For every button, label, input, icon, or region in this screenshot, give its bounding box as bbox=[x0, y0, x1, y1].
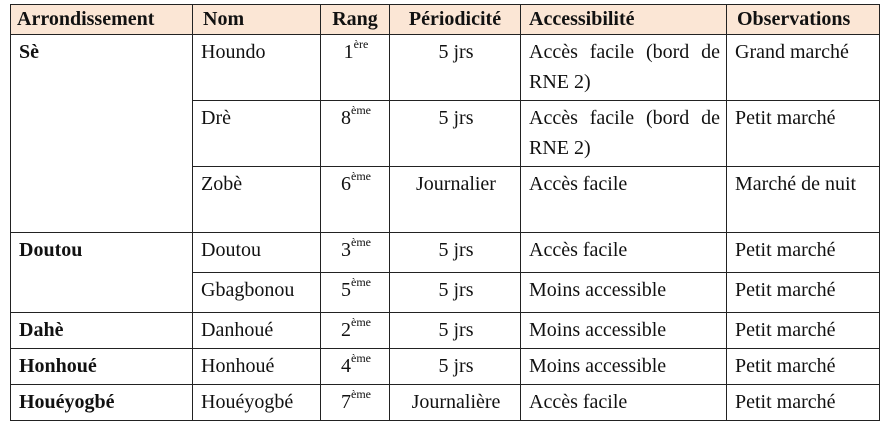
observations-cell: Petit marché bbox=[727, 273, 880, 313]
rang-cell bbox=[321, 35, 390, 101]
observations-cell: Petit marché bbox=[727, 349, 880, 385]
rang-suffix: ème bbox=[351, 387, 371, 402]
arrondissement-cell: Dahè bbox=[11, 313, 193, 349]
rang-suffix: ème bbox=[351, 351, 371, 366]
table-row bbox=[11, 385, 880, 421]
rang-number: 4 bbox=[341, 355, 351, 377]
nom-cell: Houndo bbox=[193, 35, 321, 101]
rang-cell bbox=[321, 167, 390, 233]
accessibilite-cell: Accès facile (bord de RNE 2) bbox=[521, 35, 727, 101]
header-nom: Nom bbox=[193, 5, 321, 35]
rang-suffix: ème bbox=[351, 275, 371, 290]
header-observations: Observations bbox=[727, 5, 880, 35]
observations-cell: Petit marché bbox=[727, 313, 880, 349]
accessibilite-cell: Accès facile (bord de RNE 2) bbox=[521, 101, 727, 167]
accessibilite-cell: Accès facile bbox=[521, 167, 727, 233]
table-row bbox=[11, 349, 880, 385]
periodicite-cell: 5 jrs bbox=[390, 273, 521, 313]
periodicite-cell: 5 jrs bbox=[390, 313, 521, 349]
rang-number: 1 bbox=[343, 41, 354, 63]
nom-cell: Danhoué bbox=[193, 313, 321, 349]
nom-cell: Drè bbox=[193, 101, 321, 167]
periodicite-cell: 5 jrs bbox=[390, 233, 521, 273]
rang-number: 2 bbox=[341, 319, 351, 341]
observations-cell: Grand marché bbox=[727, 35, 880, 101]
observations-cell: Petit marché bbox=[727, 233, 880, 273]
header-rang: Rang bbox=[321, 5, 390, 35]
rang-number: 3 bbox=[341, 239, 351, 261]
table-row bbox=[11, 313, 880, 349]
header-periodicite: Périodicité bbox=[390, 5, 521, 35]
periodicite-cell: Journalier bbox=[390, 167, 521, 233]
nom-cell: Zobè bbox=[193, 167, 321, 233]
observations-cell: Petit marché bbox=[727, 101, 880, 167]
rang-cell bbox=[321, 385, 390, 421]
rang-cell bbox=[321, 349, 390, 385]
observations-cell: Petit marché bbox=[727, 385, 880, 421]
nom-cell: Houéyogbé bbox=[193, 385, 321, 421]
rang-cell bbox=[321, 233, 390, 273]
accessibilite-cell: Moins accessible bbox=[521, 313, 727, 349]
rang-number: 8 bbox=[341, 107, 351, 129]
accessibilite-cell: Accès facile bbox=[521, 233, 727, 273]
rang-suffix: ème bbox=[351, 103, 371, 118]
accessibilite-cell: Moins accessible bbox=[521, 273, 727, 313]
rang-suffix: ème bbox=[351, 169, 371, 184]
header-accessibilite: Accessibilité bbox=[521, 5, 727, 35]
accessibilite-cell: Accès facile bbox=[521, 385, 727, 421]
nom-cell: Doutou bbox=[193, 233, 321, 273]
arrondissement-cell: Honhoué bbox=[11, 349, 193, 385]
markets-table bbox=[10, 4, 880, 421]
periodicite-cell: 5 jrs bbox=[390, 349, 521, 385]
header-arrondissement: Arrondissement bbox=[11, 5, 193, 35]
rang-suffix: ème bbox=[351, 235, 371, 250]
periodicite-cell: Journalière bbox=[390, 385, 521, 421]
nom-cell: Gbagbonou bbox=[193, 273, 321, 313]
rang-number: 6 bbox=[341, 173, 351, 195]
table-row bbox=[11, 233, 880, 273]
table-row bbox=[11, 35, 880, 101]
arrondissement-cell: Doutou bbox=[11, 233, 193, 313]
rang-cell bbox=[321, 273, 390, 313]
rang-number: 7 bbox=[341, 391, 351, 413]
header-row bbox=[11, 5, 880, 35]
rang-cell bbox=[321, 313, 390, 349]
arrondissement-cell: Houéyogbé bbox=[11, 385, 193, 421]
periodicite-cell: 5 jrs bbox=[390, 35, 521, 101]
rang-cell bbox=[321, 101, 390, 167]
accessibilite-cell: Moins accessible bbox=[521, 349, 727, 385]
rang-number: 5 bbox=[341, 279, 351, 301]
periodicite-cell: 5 jrs bbox=[390, 101, 521, 167]
observations-cell: Marché de nuit bbox=[727, 167, 880, 233]
rang-suffix: ème bbox=[351, 315, 371, 330]
rang-suffix: ère bbox=[353, 37, 369, 52]
nom-cell: Honhoué bbox=[193, 349, 321, 385]
arrondissement-cell: Sè bbox=[11, 35, 193, 233]
